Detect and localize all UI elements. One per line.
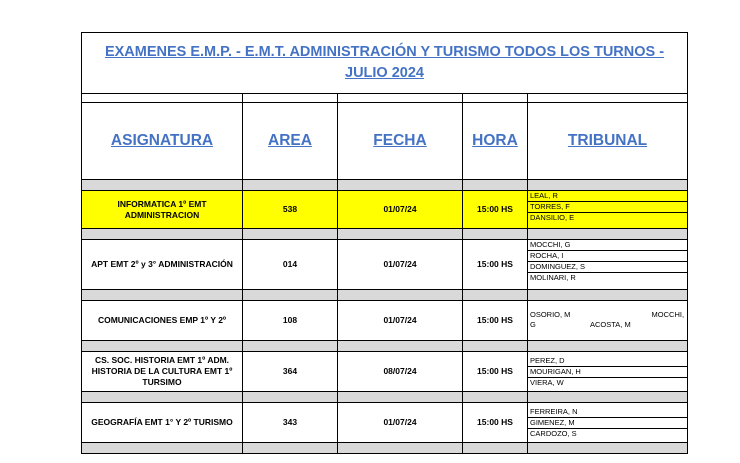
cell-hora: 15:00 HS xyxy=(463,301,528,341)
cell-tribunal xyxy=(528,301,688,341)
cell-area: 364 xyxy=(243,352,338,392)
cell-hora: 15:00 HS xyxy=(463,240,528,290)
header-area: AREA xyxy=(243,103,338,180)
cell-asignatura: INFORMATICA 1º EMT ADMINISTRACION xyxy=(82,191,243,229)
tribunal-member: FERREIRA, N xyxy=(528,407,687,418)
header-tribunal: TRIBUNAL xyxy=(528,103,688,180)
separator-row xyxy=(82,341,688,352)
spacer-row xyxy=(82,94,688,103)
tribunal-member: ROCHA, I xyxy=(528,251,687,262)
cell-asignatura: CS. SOC. HISTORIA EMT 1º ADM. HISTORIA DE LA CULTURA EMT 1º TURSIMO xyxy=(82,352,243,392)
tribunal-member: OSORIO, M xyxy=(530,310,571,319)
tribunal-member: CARDOZO, S xyxy=(530,429,577,438)
tribunal-member: LEAL, R xyxy=(528,191,687,202)
cell-tribunal xyxy=(528,352,688,392)
exam-row xyxy=(82,403,688,443)
cell-fecha: 01/07/24 xyxy=(338,403,463,443)
tribunal-member: GIMENEZ, M xyxy=(528,418,687,429)
exam-row xyxy=(82,301,688,341)
tribunal-member: MOCCHI, xyxy=(651,310,685,319)
page-title: EXAMENES E.M.P. - E.M.T. ADMINISTRACIÓN Y TURISMO TODOS LOS TURNOS - JULIO 2024 xyxy=(82,33,688,94)
cell-tribunal xyxy=(528,403,688,443)
tribunal-member: TORRES, F xyxy=(528,202,687,213)
tribunal-member: ACOSTA, M xyxy=(590,320,631,329)
cell-asignatura: COMUNICACIONES EMP 1º Y 2º xyxy=(82,301,243,341)
cell-tribunal xyxy=(528,240,688,290)
separator-row xyxy=(82,392,688,403)
separator-row xyxy=(82,180,688,191)
cell-area: 343 xyxy=(243,403,338,443)
cell-area: 538 xyxy=(243,191,338,229)
cell-hora: 15:00 HS xyxy=(463,403,528,443)
header-hora: HORA xyxy=(463,103,528,180)
separator-row xyxy=(82,229,688,240)
exam-sheet xyxy=(81,32,687,454)
tribunal-member: G xyxy=(530,320,536,329)
cell-fecha: 01/07/24 xyxy=(338,191,463,229)
tribunal-member: VIERA, W xyxy=(530,378,564,387)
cell-area: 108 xyxy=(243,301,338,341)
tribunal-member: PEREZ, D xyxy=(528,356,687,367)
exam-row xyxy=(82,240,688,290)
cell-tribunal xyxy=(528,191,688,229)
header-fecha: FECHA xyxy=(338,103,463,180)
cell-fecha: 01/07/24 xyxy=(338,301,463,341)
cell-fecha: 01/07/24 xyxy=(338,240,463,290)
tribunal-member: DANSILIO, E xyxy=(530,213,575,222)
tribunal-member: DOMINGUEZ, S xyxy=(528,262,687,273)
exam-row xyxy=(82,191,688,229)
separator-row xyxy=(82,290,688,301)
separator-row xyxy=(82,443,688,454)
tribunal-member: MOCCHI, G xyxy=(528,240,687,251)
cell-asignatura: GEOGRAFÍA EMT 1° Y 2º TURISMO xyxy=(82,403,243,443)
header-row xyxy=(82,103,688,180)
cell-area: 014 xyxy=(243,240,338,290)
cell-hora: 15:00 HS xyxy=(463,191,528,229)
cell-fecha: 08/07/24 xyxy=(338,352,463,392)
title-row xyxy=(82,33,688,94)
cell-asignatura: APT EMT 2º y 3° ADMINISTRACIÓN xyxy=(82,240,243,290)
exam-row xyxy=(82,352,688,392)
cell-hora: 15:00 HS xyxy=(463,352,528,392)
header-asignatura: ASIGNATURA xyxy=(82,103,243,180)
tribunal-member: MOLINARI, R xyxy=(530,273,576,282)
tribunal-member: MOURIGAN, H xyxy=(528,367,687,378)
exam-table xyxy=(81,32,688,454)
